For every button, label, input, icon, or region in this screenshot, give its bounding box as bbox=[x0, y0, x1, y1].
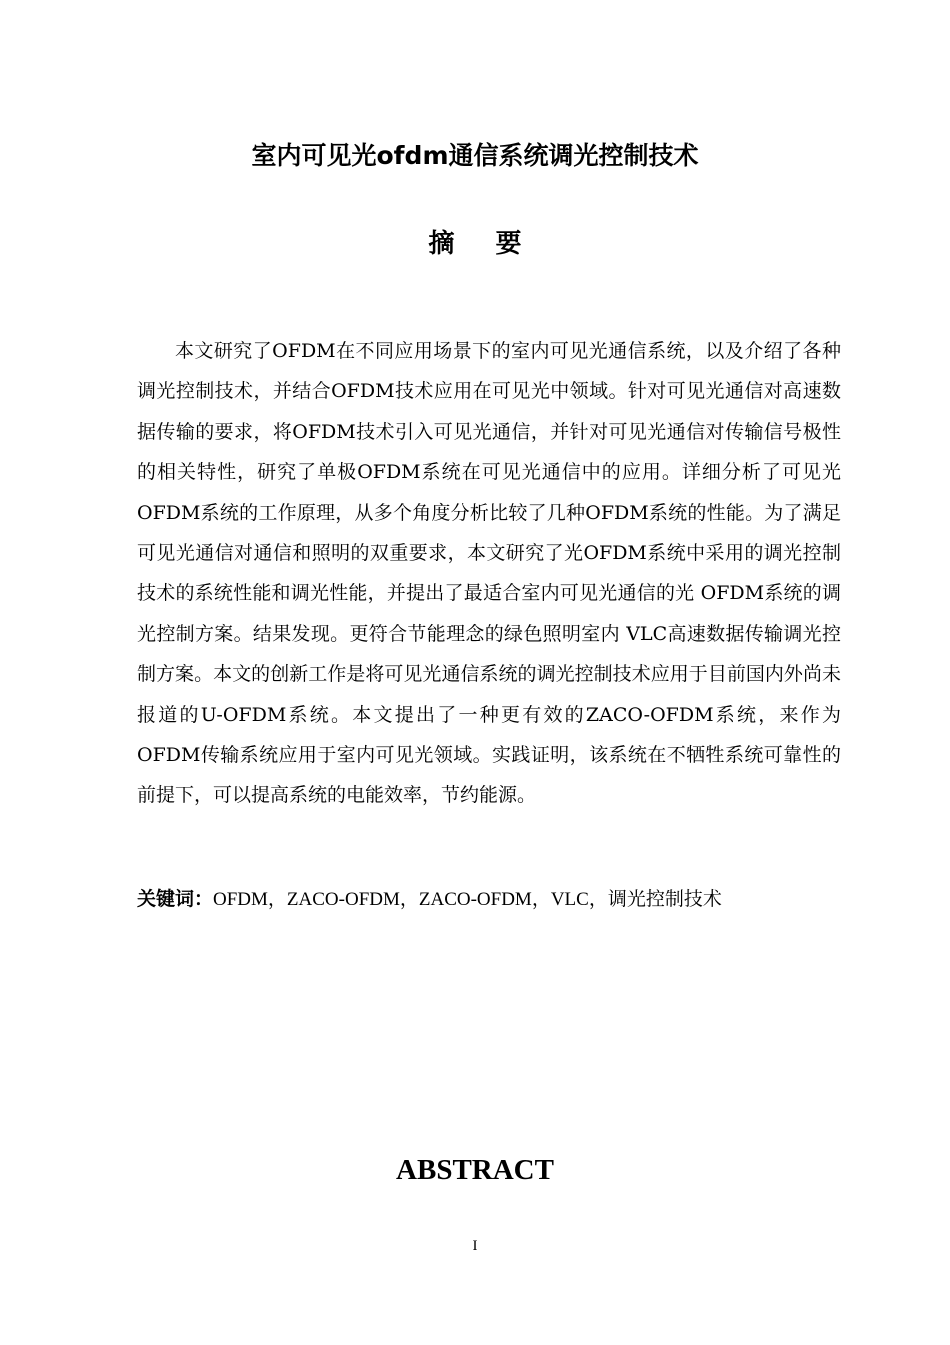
page-number: I bbox=[472, 1238, 478, 1254]
keywords-value: OFDM，ZACO-OFDM，ZACO-OFDM，VLC，调光控制技术 bbox=[213, 889, 722, 910]
english-abstract-heading: ABSTRACT bbox=[396, 1154, 554, 1186]
keywords-label: 关键词： bbox=[137, 888, 214, 910]
abstract-heading: 摘 要 bbox=[428, 229, 538, 259]
document-title: 室内可见光ofdm通信系统调光控制技术 bbox=[251, 141, 699, 170]
abstract-body: 本文研究了OFDM在不同应用场景下的室内可见光通信系统，以及介绍了各种调光控制技术，并结合OFDM技术应用在可见光中领域。针对可见光通信对高速数据传输的要求，将OFDM技术引入可见光通信，并针对可见光通信对传输信号极性的相关特性，研究了单极OFDM系统在可见光通信中的应用。详细分析了可见光OFDM系统的工作原理，从多个角度分析比较了几种OFDM系统的性能。为了满足可见光通信对通信和照明的双重要求，本文研究了光OFDM系统中采用的调光控制技术的系统性能和调光性能，并提出了最适合室内可见光通信的光 OFDM系统的调光控制方案。结果发现。更符合节能理念的绿色照明室内 VLC高速数据传输调光控制方案。本文的创新工作是将可见光通信系统的调光控制技术应用于目前国内外尚未报道的U-OFDM系统。本文提出了一种更有效的ZACO-OFDM系统，来作为OFDM传输系统应用于室内可见光领域。实践证明，该系统在不牺牲系统可靠性的前提下，可以提高系统的电能效率，节约能源。 bbox=[137, 340, 841, 807]
keywords-line bbox=[137, 883, 857, 916]
